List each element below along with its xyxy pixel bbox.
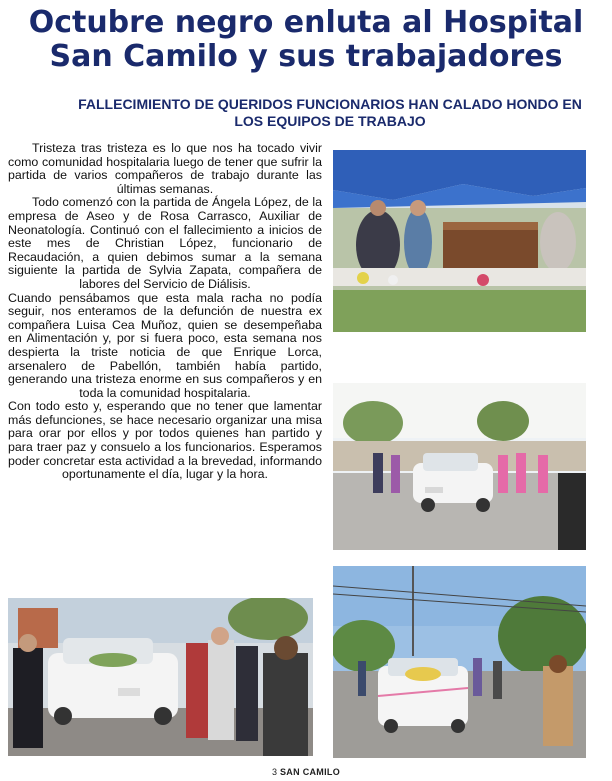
- paragraph: Con todo esto y, esperando que no tener que lamentar más defunciones, se hace necesario organizar una misa para orar por ellos y por todos quienes han partido y para traer paz y consuelo a los funcionarios. Esperamos poder concretar esta actividad a la brevedad, informando oportunamente el día, lugar y la hora.: [8, 399, 322, 482]
- page-number: 3: [271, 767, 277, 777]
- photo-funeral-canopy: [333, 150, 586, 332]
- article-body: [8, 142, 322, 482]
- photo-hearse-procession: [333, 566, 586, 758]
- paragraph: Tristeza tras tristeza es lo que nos ha tocado vivir como comunidad hospitalaria luego de tener que sufrir la partida de varios compañeros de trabajo durante las últimas semanas.: [8, 141, 322, 196]
- paragraph: Todo comenzó con la partida de Ángela López, de la empresa de Aseo y de Rosa Carrasco, Auxiliar de Neonatología. Continuó con el fallecimiento a inicios de este mes de Christian López, funcionario de Recaudación, a quien debimos sumar a la semana siguiente la partida de Sylvia Zapata, compañera de labores del Servicio de Diálisis.: [8, 195, 322, 291]
- subheadline: FALLECIMIENTO DE QUERIDOS FUNCIONARIOS HAN CALADO HONDO EN LOS EQUIPOS DE TRABAJO: [78, 96, 582, 129]
- magazine-name: SAN CAMILO: [280, 767, 340, 777]
- headline: [0, 6, 612, 74]
- photo-hearse-street: [333, 383, 586, 550]
- headline-line-1: Octubre negro enluta al Hospital: [28, 5, 584, 40]
- headline-line-2: San Camilo y sus trabajadores: [49, 39, 563, 74]
- photo-colleagues-hearse: [8, 598, 313, 756]
- page-footer: [0, 767, 612, 778]
- paragraph: Cuando pensábamos que esta mala racha no podía seguir, nos enteramos de la defunción de nuestra ex compañera Luisa Cea Muñoz, quien se desempeñaba en Alimentación y, por si fuera poco, esta semana nos despierta la triste noticia de que Enrique Lorca, arsenalero de Pabellón, también había partido, generando una tristeza enorme en sus compañeros y en toda la comunidad hospitalaria.: [8, 290, 322, 400]
